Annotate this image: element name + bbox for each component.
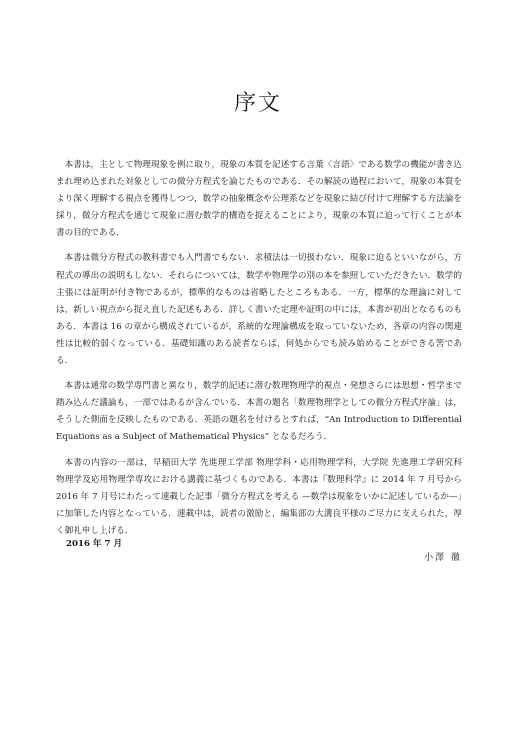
paragraph: 本書は通常の数学専門書と異なり，数学的記述に潜む数理物理学的視点・発想さらには思想・哲学まで踏み込んだ議論も，一部ではあるが含んでいる．本書の題名「数理物理学としての微分方程式序論」は，そうした側面を反映したものである．英語の題名を付けるとすれば，“An Introduction to Differential Equations as a Subject of Mathematical Physics” となるだろう． (56, 381, 462, 443)
author-name: 小澤 徹 (424, 553, 462, 563)
preface-body (56, 157, 462, 548)
paragraph: 本書は微分方程式の教科書でも入門書でもない．求積法は一切扱わない．現象に迫るといいながら，方程式の導出の説明もしない．それらについては，数学や物理学の別の本を参照していただきたい．数学的主張には証明が付き物であるが，標準的なものは省略したところもある．一方，標準的な理論に対しては，新しい視点から捉え直した記述もある．詳しく書いた定理や証明の中には，本書が初出となるものもある．本書は 16 の章から構成されているが，系統的な理論構成を取っていないため，各章の内容の関連性は比較的弱くなっている．基礎知識のある読者ならば，何処からでも読み始めることができる筈である． (56, 253, 462, 367)
paragraph: 本書は，主として物理現象を例に取り，現象の本質を記述する言葉〈言語〉である数学の機能が書き込まれ埋め込まれた対象としての微分方程式を論じたものである．その解読の過程において，現象の本質をより深く理解する視点を獲得しつつ，数学の抽象概念や公理系などを現象に結び付けて理解する方法論を採り，微分方程式を通じて現象に潜む数学的構造を捉えることにより，現象の本質に迫って行くことが本書の目的である． (56, 160, 462, 239)
paragraph: 本書の内容の一部は，早稲田大学 先進理工学部 物理学科・応用物理学科，大学院 先進理工学研究科 物理学及応用物理学専攻における講義に基づくものである．本書は『数理科学』に 2014 年 7 月号から 2016 年 7 月号にわたって連載した記事「微分方程式を考える —数学は現象をいかに記述しているか—」に加筆した内容となっている．連載中は，読者の激励と，編集部の大溝良平様のご尽力に支えられた，厚く御礼申し上げる． (56, 457, 462, 536)
page-title: 序文 (233, 91, 282, 116)
date-line: 2016 年 7 月 (66, 539, 123, 549)
